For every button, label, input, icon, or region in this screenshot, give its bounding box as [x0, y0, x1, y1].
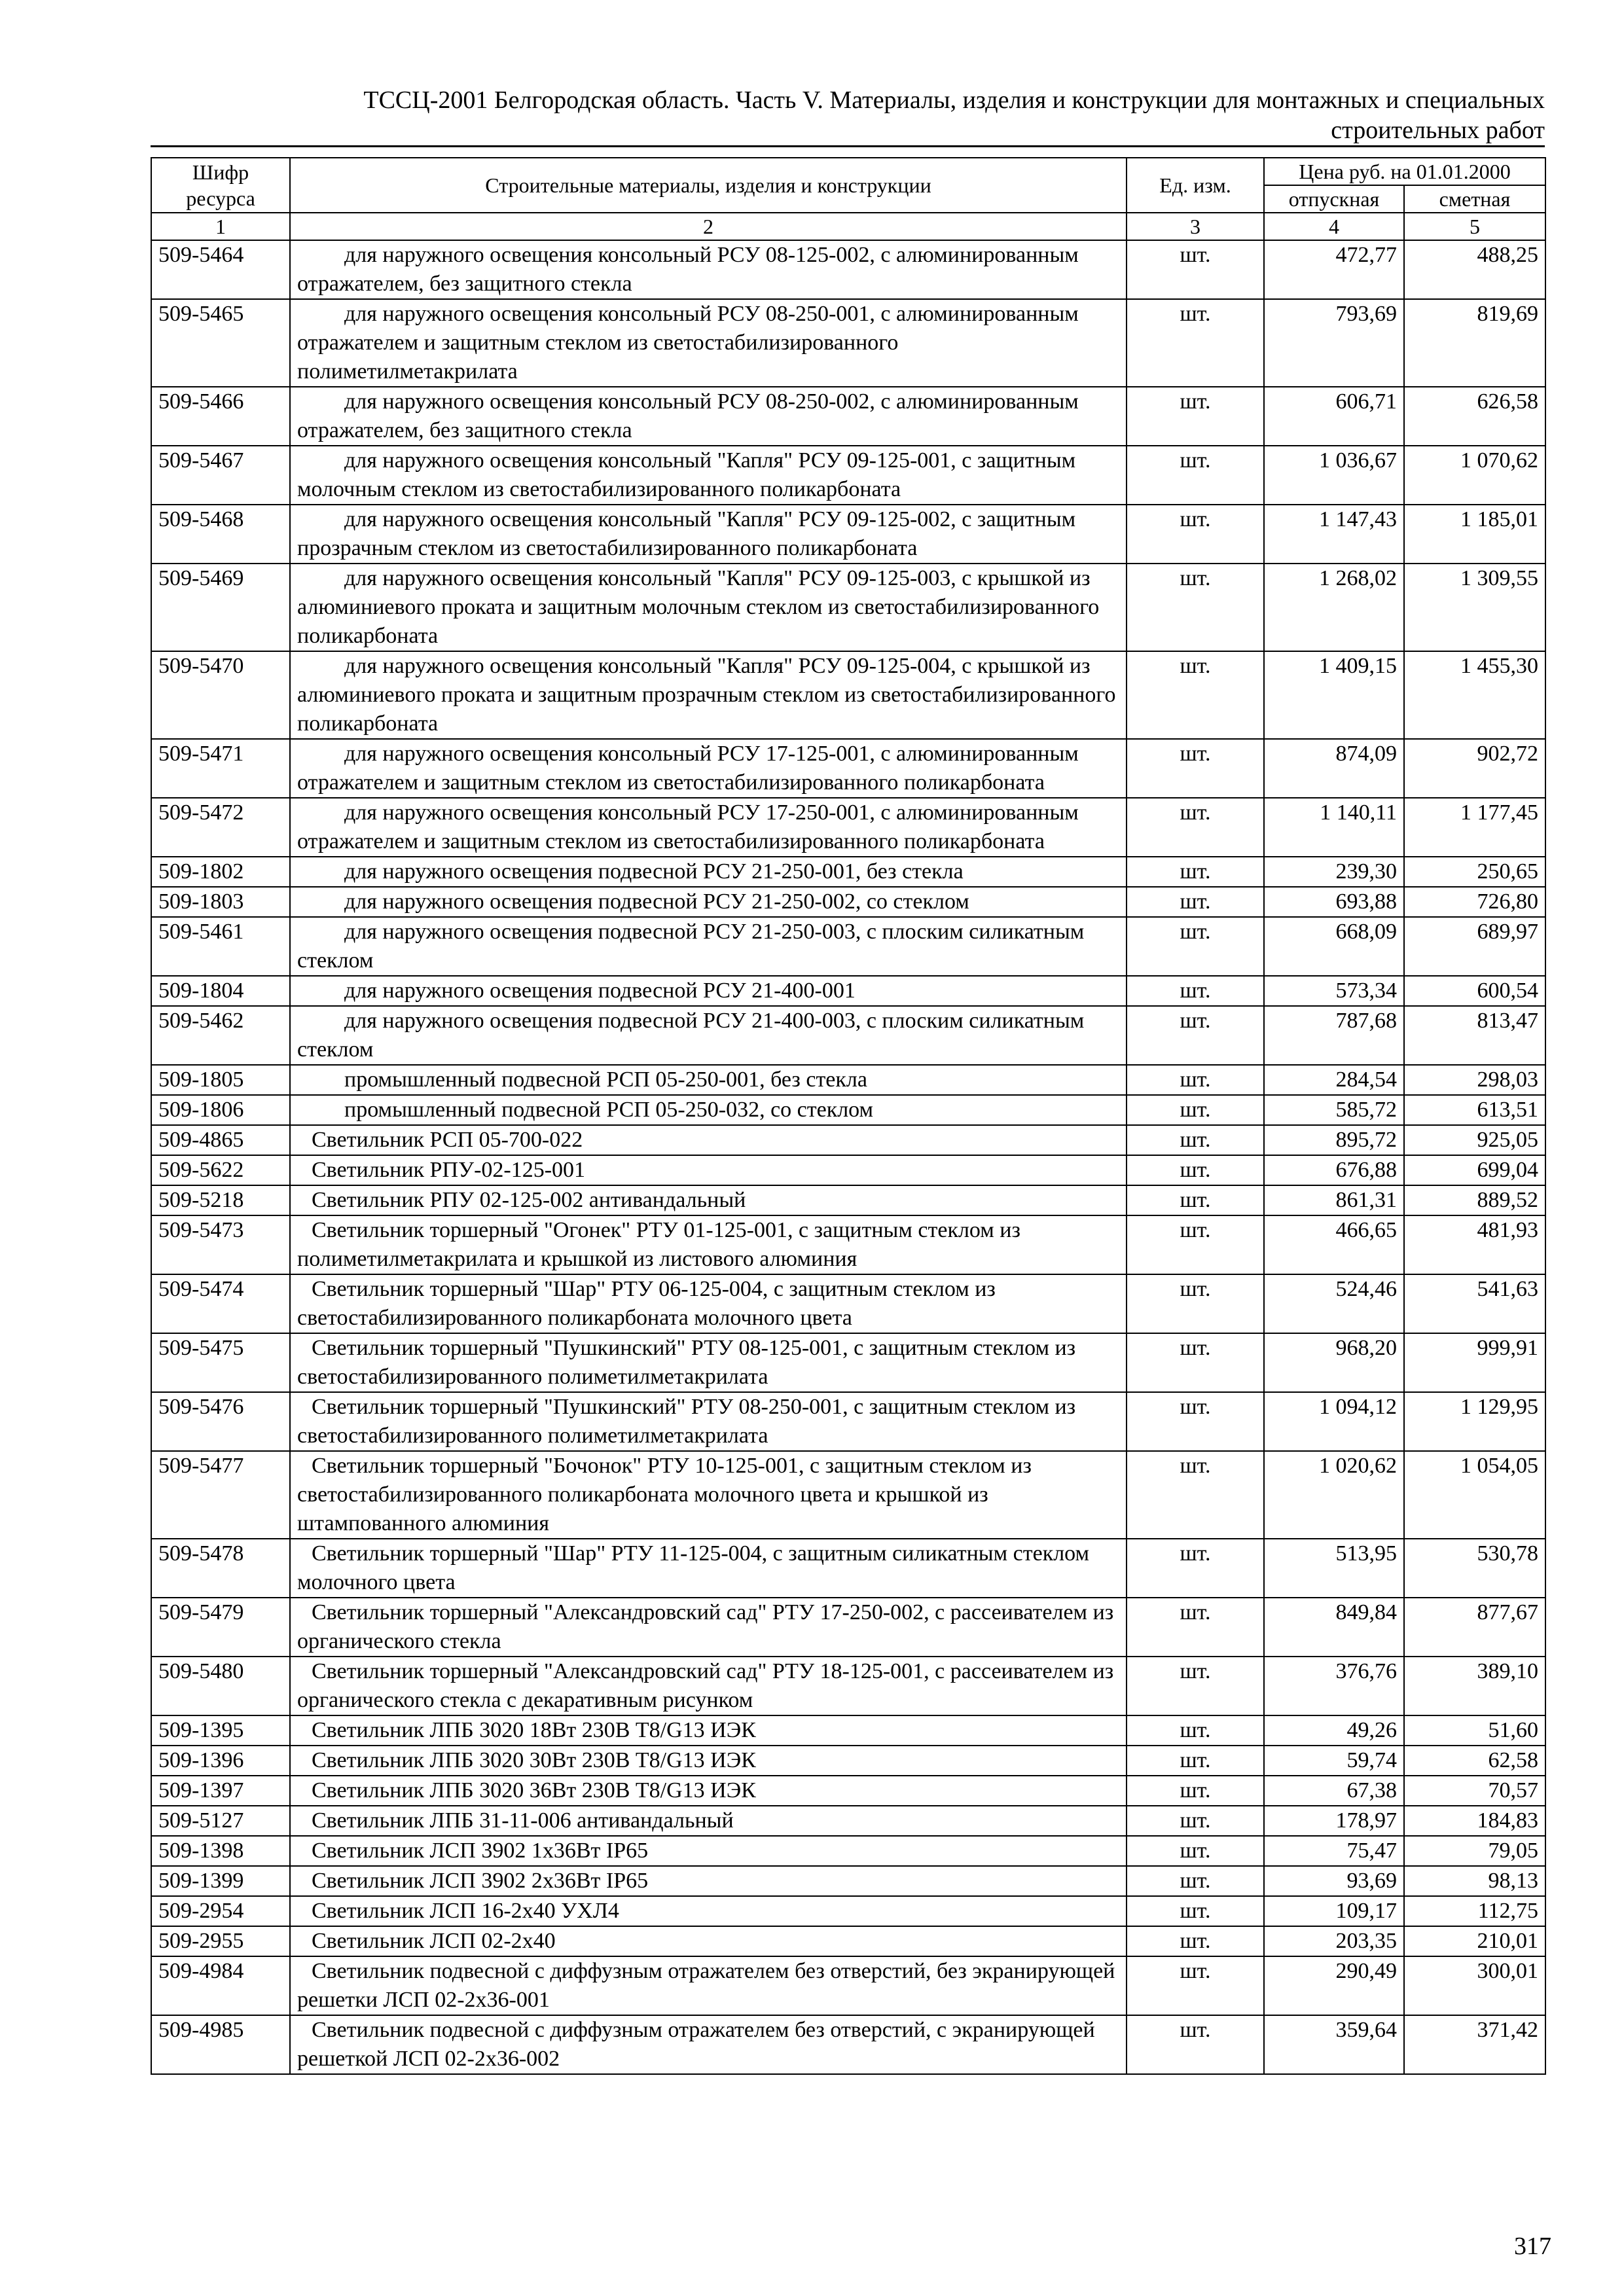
cell-unit: шт.	[1127, 1776, 1264, 1806]
cell-name	[290, 798, 1127, 857]
table-row	[151, 887, 1545, 917]
cell-estimate-price: 925,05	[1404, 1125, 1545, 1155]
cell-release-price: 793,69	[1264, 299, 1404, 387]
cell-estimate-price: 112,75	[1404, 1896, 1545, 1926]
cell-unit: шт.	[1127, 1155, 1264, 1185]
cell-name	[290, 739, 1127, 798]
item-description: промышленный подвесной РСП 05-250-001, без стекла	[344, 1067, 867, 1092]
cell-release-price: 1 409,15	[1264, 651, 1404, 739]
cell-release-price: 849,84	[1264, 1598, 1404, 1657]
cell-unit: шт.	[1127, 1836, 1264, 1866]
cell-code: 509-2954	[151, 1896, 290, 1926]
column-number: 4	[1264, 213, 1404, 240]
cell-release-price: 1 140,11	[1264, 798, 1404, 857]
item-description: Светильник торшерный "Александровский сад" РТУ 18-125-001, с рассеивателем из органического стекла с декаративным рисунком	[297, 1659, 1114, 1712]
cell-unit: шт.	[1127, 1006, 1264, 1065]
cell-release-price: 49,26	[1264, 1715, 1404, 1746]
cell-estimate-price: 79,05	[1404, 1836, 1545, 1866]
cell-code: 509-1397	[151, 1776, 290, 1806]
table-row	[151, 1095, 1545, 1125]
item-description: Светильник подвесной с диффузным отражателем без отверстий, с экранирующей решеткой ЛСП 02-2х36-002	[297, 2018, 1095, 2071]
column-number: 1	[151, 213, 290, 240]
cell-release-price: 861,31	[1264, 1185, 1404, 1215]
column-number: 5	[1404, 213, 1545, 240]
table-row	[151, 1333, 1545, 1392]
cell-name	[290, 1866, 1127, 1896]
cell-estimate-price: 877,67	[1404, 1598, 1545, 1657]
table-row	[151, 1715, 1545, 1746]
table-row	[151, 1215, 1545, 1274]
cell-release-price: 359,64	[1264, 2015, 1404, 2074]
cell-release-price: 513,95	[1264, 1539, 1404, 1598]
cell-release-price: 895,72	[1264, 1125, 1404, 1155]
item-description: Светильник ЛПБ 3020 30Вт 230В T8/G13 ИЭК	[312, 1748, 756, 1772]
cell-unit: шт.	[1127, 857, 1264, 887]
cell-code: 509-5471	[151, 739, 290, 798]
cell-release-price: 693,88	[1264, 887, 1404, 917]
cell-name	[290, 1926, 1127, 1956]
cell-estimate-price: 626,58	[1404, 387, 1545, 446]
cell-code: 509-5464	[151, 240, 290, 299]
cell-unit: шт.	[1127, 1185, 1264, 1215]
table-row	[151, 299, 1545, 387]
cell-estimate-price: 726,80	[1404, 887, 1545, 917]
header-title-line-2: строительных работ	[1331, 117, 1545, 144]
cell-code: 509-1805	[151, 1065, 290, 1095]
cell-code: 509-4985	[151, 2015, 290, 2074]
cell-unit: шт.	[1127, 1956, 1264, 2015]
cell-estimate-price: 999,91	[1404, 1333, 1545, 1392]
cell-release-price: 466,65	[1264, 1215, 1404, 1274]
cell-release-price: 67,38	[1264, 1776, 1404, 1806]
cell-unit: шт.	[1127, 887, 1264, 917]
table-row	[151, 240, 1545, 299]
cell-unit: шт.	[1127, 505, 1264, 564]
header-unit: Ед. изм.	[1127, 158, 1264, 213]
cell-unit: шт.	[1127, 1333, 1264, 1392]
table-row	[151, 564, 1545, 651]
table-row	[151, 976, 1545, 1006]
cell-code: 509-4984	[151, 1956, 290, 2015]
header-title-line-1: ТССЦ-2001 Белгородская область. Часть V. Материалы, изделия и конструкции для монтажных и специальных	[363, 86, 1545, 114]
cell-estimate-price: 689,97	[1404, 917, 1545, 976]
item-description: для наружного освещения подвесной РСУ 21-400-001	[344, 978, 856, 1003]
cell-release-price: 606,71	[1264, 387, 1404, 446]
cell-name	[290, 1896, 1127, 1926]
cell-name	[290, 1006, 1127, 1065]
cell-name	[290, 1956, 1127, 2015]
column-number: 2	[290, 213, 1127, 240]
header-release-price: отпускная	[1264, 185, 1404, 213]
cell-code: 509-1804	[151, 976, 290, 1006]
table-row	[151, 1539, 1545, 1598]
item-description: для наружного освещения подвесной РСУ 21-250-002, со стеклом	[344, 889, 969, 914]
cell-release-price: 573,34	[1264, 976, 1404, 1006]
cell-name	[290, 387, 1127, 446]
cell-release-price: 93,69	[1264, 1866, 1404, 1896]
header-code: Шифр ресурса	[151, 158, 290, 213]
cell-unit: шт.	[1127, 2015, 1264, 2074]
cell-release-price: 109,17	[1264, 1896, 1404, 1926]
cell-code: 509-5127	[151, 1806, 290, 1836]
cell-code: 509-5461	[151, 917, 290, 976]
table-header	[151, 158, 1545, 240]
item-description: Светильник РПУ 02-125-002 антивандальный	[312, 1188, 746, 1212]
cell-code: 509-1802	[151, 857, 290, 887]
cell-code: 509-1395	[151, 1715, 290, 1746]
cell-unit: шт.	[1127, 1806, 1264, 1836]
table-row	[151, 1006, 1545, 1065]
page-number: 317	[1514, 2233, 1551, 2260]
cell-code: 509-5479	[151, 1598, 290, 1657]
cell-code: 509-5622	[151, 1155, 290, 1185]
cell-name	[290, 1095, 1127, 1125]
cell-unit: шт.	[1127, 446, 1264, 505]
cell-code: 509-4865	[151, 1125, 290, 1155]
cell-name	[290, 1715, 1127, 1746]
column-numbers-row	[151, 213, 1545, 240]
cell-estimate-price: 488,25	[1404, 240, 1545, 299]
item-description: для наружного освещения консольный РСУ 08-250-001, с алюминированным отражателем и защитным стеклом из светостабилизированного полиметилметакрилата	[297, 302, 1079, 384]
table-row	[151, 1065, 1545, 1095]
cell-code: 509-5472	[151, 798, 290, 857]
cell-release-price: 178,97	[1264, 1806, 1404, 1836]
cell-unit: шт.	[1127, 1539, 1264, 1598]
cell-unit: шт.	[1127, 240, 1264, 299]
cell-name	[290, 1746, 1127, 1776]
cell-name	[290, 651, 1127, 739]
cell-release-price: 1 036,67	[1264, 446, 1404, 505]
table-row	[151, 2015, 1545, 2074]
cell-code: 509-5465	[151, 299, 290, 387]
cell-estimate-price: 530,78	[1404, 1539, 1545, 1598]
header-name: Строительные материалы, изделия и конструкции	[290, 158, 1127, 213]
cell-estimate-price: 600,54	[1404, 976, 1545, 1006]
cell-unit: шт.	[1127, 299, 1264, 387]
cell-name	[290, 1333, 1127, 1392]
item-description: Светильник торшерный "Александровский сад" РТУ 17-250-002, с рассеивателем из органического стекла	[297, 1600, 1114, 1653]
cell-name	[290, 1806, 1127, 1836]
cell-name	[290, 446, 1127, 505]
cell-estimate-price: 1 455,30	[1404, 651, 1545, 739]
cell-unit: шт.	[1127, 1065, 1264, 1095]
item-description: для наружного освещения подвесной РСУ 21-250-003, с плоским силикатным стеклом	[297, 920, 1085, 973]
item-description: Светильник торшерный "Шар" РТУ 11-125-004, с защитным силикатным стеклом молочного цвета	[297, 1541, 1090, 1594]
cell-code: 509-5469	[151, 564, 290, 651]
item-description: для наружного освещения консольный "Капля" РСУ 09-125-001, с защитным молочным стеклом из светостабилизированного поликарбоната	[297, 448, 1076, 501]
cell-release-price: 585,72	[1264, 1095, 1404, 1125]
cell-unit: шт.	[1127, 1926, 1264, 1956]
cell-unit: шт.	[1127, 917, 1264, 976]
item-description: Светильник ЛПБ 3020 36Вт 230В T8/G13 ИЭК	[312, 1778, 756, 1803]
cell-name	[290, 1215, 1127, 1274]
header-estimate-price: сметная	[1404, 185, 1545, 213]
table-row	[151, 1451, 1545, 1539]
cell-code: 509-1806	[151, 1095, 290, 1125]
table-row	[151, 857, 1545, 887]
cell-unit: шт.	[1127, 1866, 1264, 1896]
table-row	[151, 1274, 1545, 1333]
cell-name	[290, 1392, 1127, 1451]
cell-release-price: 376,76	[1264, 1657, 1404, 1715]
cell-name	[290, 1657, 1127, 1715]
table-row	[151, 1836, 1545, 1866]
cell-code: 509-5470	[151, 651, 290, 739]
cell-release-price: 787,68	[1264, 1006, 1404, 1065]
cell-name	[290, 1185, 1127, 1215]
cell-code: 509-1398	[151, 1836, 290, 1866]
item-description: для наружного освещения консольный РСУ 08-125-002, с алюминированным отражателем, без защитного стекла	[297, 243, 1079, 296]
cell-name	[290, 240, 1127, 299]
cell-name	[290, 505, 1127, 564]
cell-code: 509-5466	[151, 387, 290, 446]
cell-unit: шт.	[1127, 1746, 1264, 1776]
cell-unit: шт.	[1127, 651, 1264, 739]
cell-estimate-price: 371,42	[1404, 2015, 1545, 2074]
table-row	[151, 387, 1545, 446]
cell-estimate-price: 1 129,95	[1404, 1392, 1545, 1451]
item-description: для наружного освещения подвесной РСУ 21-250-001, без стекла	[344, 859, 964, 884]
cell-estimate-price: 210,01	[1404, 1926, 1545, 1956]
item-description: Светильник торшерный "Бочонок" РТУ 10-125-001, с защитным стеклом из светостабилизированного поликарбоната молочного цвета и крышкой из штампованного алюминия	[297, 1454, 1032, 1535]
page-header	[151, 85, 1545, 147]
cell-estimate-price: 1 309,55	[1404, 564, 1545, 651]
item-description: Светильник РПУ-02-125-001	[312, 1158, 586, 1182]
cell-unit: шт.	[1127, 1896, 1264, 1926]
item-description: для наружного освещения консольный "Капля" РСУ 09-125-002, с защитным прозрачным стеклом из светостабилизированного поликарбоната	[297, 507, 1076, 560]
cell-code: 509-5462	[151, 1006, 290, 1065]
cell-unit: шт.	[1127, 1598, 1264, 1657]
cell-release-price: 290,49	[1264, 1956, 1404, 2015]
cell-code: 509-5473	[151, 1215, 290, 1274]
cell-release-price: 75,47	[1264, 1836, 1404, 1866]
cell-estimate-price: 889,52	[1404, 1185, 1545, 1215]
cell-unit: шт.	[1127, 564, 1264, 651]
item-description: для наружного освещения консольный РСУ 17-250-001, с алюминированным отражателем и защитным стеклом из светостабилизированного поликарбоната	[297, 800, 1079, 853]
cell-code: 509-5467	[151, 446, 290, 505]
item-description: Светильник торшерный "Шар" РТУ 06-125-004, с защитным стеклом из светостабилизированного поликарбоната молочного цвета	[297, 1277, 996, 1330]
cell-release-price: 676,88	[1264, 1155, 1404, 1185]
item-description: Светильник ЛСП 3902 1х36Вт IP65	[312, 1839, 649, 1863]
cell-estimate-price: 62,58	[1404, 1746, 1545, 1776]
cell-name	[290, 1155, 1127, 1185]
cell-unit: шт.	[1127, 1715, 1264, 1746]
cell-name	[290, 1836, 1127, 1866]
item-description: для наружного освещения консольный "Капля" РСУ 09-125-004, с крышкой из алюминиевого проката и защитным прозрачным стеклом из светостабилизированного поликарбоната	[297, 654, 1116, 736]
cell-release-price: 968,20	[1264, 1333, 1404, 1392]
table-row	[151, 1956, 1545, 2015]
table-row	[151, 1926, 1545, 1956]
cell-estimate-price: 1 054,05	[1404, 1451, 1545, 1539]
cell-code: 509-5468	[151, 505, 290, 564]
table-row	[151, 1185, 1545, 1215]
item-description: Светильник ЛПБ 3020 18Вт 230В T8/G13 ИЭК	[312, 1718, 756, 1742]
cell-release-price: 1 268,02	[1264, 564, 1404, 651]
cell-code: 509-1399	[151, 1866, 290, 1896]
cell-release-price: 874,09	[1264, 739, 1404, 798]
cell-name	[290, 887, 1127, 917]
cell-name	[290, 1539, 1127, 1598]
cell-code: 509-5474	[151, 1274, 290, 1333]
cell-estimate-price: 1 070,62	[1404, 446, 1545, 505]
cell-name	[290, 1451, 1127, 1539]
cell-name	[290, 1274, 1127, 1333]
cell-unit: шт.	[1127, 1451, 1264, 1539]
cell-estimate-price: 250,65	[1404, 857, 1545, 887]
cell-release-price: 524,46	[1264, 1274, 1404, 1333]
table-row	[151, 505, 1545, 564]
cell-name	[290, 1125, 1127, 1155]
cell-estimate-price: 1 185,01	[1404, 505, 1545, 564]
table-row	[151, 917, 1545, 976]
cell-name	[290, 976, 1127, 1006]
cell-unit: шт.	[1127, 1657, 1264, 1715]
item-description: Светильник ЛСП 16-2х40 УХЛ4	[312, 1899, 619, 1923]
cell-estimate-price: 98,13	[1404, 1866, 1545, 1896]
cell-estimate-price: 613,51	[1404, 1095, 1545, 1125]
item-description: Светильник торшерный "Пушкинский" РТУ 08-125-001, с защитным стеклом из светостабилизированного полиметилметакрилата	[297, 1336, 1076, 1389]
table-row	[151, 1155, 1545, 1185]
table-row	[151, 798, 1545, 857]
cell-estimate-price: 1 177,45	[1404, 798, 1545, 857]
item-description: Светильник РСП 05-700-022	[312, 1128, 583, 1152]
cell-release-price: 1 094,12	[1264, 1392, 1404, 1451]
cell-name	[290, 299, 1127, 387]
cell-release-price: 1 020,62	[1264, 1451, 1404, 1539]
table-row	[151, 651, 1545, 739]
cell-unit: шт.	[1127, 739, 1264, 798]
cell-release-price: 284,54	[1264, 1065, 1404, 1095]
cell-unit: шт.	[1127, 1274, 1264, 1333]
item-description: Светильник подвесной с диффузным отражателем без отверстий, без экранирующей решетки ЛСП 02-2х36-001	[297, 1959, 1115, 2012]
header-price: Цена руб. на 01.01.2000	[1264, 158, 1545, 185]
cell-estimate-price: 51,60	[1404, 1715, 1545, 1746]
table-row	[151, 1598, 1545, 1657]
cell-unit: шт.	[1127, 387, 1264, 446]
table-row	[151, 1896, 1545, 1926]
cell-estimate-price: 389,10	[1404, 1657, 1545, 1715]
table-row	[151, 1392, 1545, 1451]
cell-unit: шт.	[1127, 1215, 1264, 1274]
item-description: для наружного освещения подвесной РСУ 21-400-003, с плоским силикатным стеклом	[297, 1009, 1085, 1062]
cell-estimate-price: 902,72	[1404, 739, 1545, 798]
item-description: для наружного освещения консольный РСУ 08-250-002, с алюминированным отражателем, без защитного стекла	[297, 389, 1079, 442]
item-description: Светильник ЛСП 3902 2х36Вт IP65	[312, 1869, 649, 1893]
item-description: промышленный подвесной РСП 05-250-032, со стеклом	[344, 1098, 874, 1122]
item-description: Светильник торшерный "Пушкинский" РТУ 08-250-001, с защитным стеклом из светостабилизированного полиметилметакрилата	[297, 1395, 1076, 1448]
cell-code: 509-1396	[151, 1746, 290, 1776]
cell-estimate-price: 813,47	[1404, 1006, 1545, 1065]
column-number: 3	[1127, 213, 1264, 240]
table-row	[151, 1657, 1545, 1715]
cell-name	[290, 917, 1127, 976]
cell-release-price: 668,09	[1264, 917, 1404, 976]
cell-release-price: 203,35	[1264, 1926, 1404, 1956]
table-row	[151, 446, 1545, 505]
cell-release-price: 1 147,43	[1264, 505, 1404, 564]
cell-estimate-price: 541,63	[1404, 1274, 1545, 1333]
cell-unit: шт.	[1127, 1392, 1264, 1451]
cell-code: 509-2955	[151, 1926, 290, 1956]
item-description: Светильник ЛСП 02-2х40	[312, 1929, 556, 1953]
table-row	[151, 1746, 1545, 1776]
cell-estimate-price: 699,04	[1404, 1155, 1545, 1185]
cell-name	[290, 857, 1127, 887]
cell-name	[290, 2015, 1127, 2074]
cell-unit: шт.	[1127, 1095, 1264, 1125]
cell-unit: шт.	[1127, 1125, 1264, 1155]
item-description: Светильник ЛПБ 31-11-006 антивандальный	[312, 1808, 734, 1833]
item-description: для наружного освещения консольный "Капля" РСУ 09-125-003, с крышкой из алюминиевого проката и защитным молочным стеклом из светостабилизированного поликарбоната	[297, 566, 1100, 648]
cell-release-price: 239,30	[1264, 857, 1404, 887]
table-row	[151, 1776, 1545, 1806]
cell-code: 509-5218	[151, 1185, 290, 1215]
cell-name	[290, 1065, 1127, 1095]
cell-unit: шт.	[1127, 976, 1264, 1006]
cell-estimate-price: 819,69	[1404, 299, 1545, 387]
cell-code: 509-5478	[151, 1539, 290, 1598]
table-row	[151, 1866, 1545, 1896]
item-description: Светильник торшерный "Огонек" РТУ 01-125-001, с защитным стеклом из полиметилметакрилата и крышкой из листового алюминия	[297, 1218, 1020, 1271]
table-body	[151, 240, 1545, 2074]
table-row	[151, 739, 1545, 798]
cell-release-price: 59,74	[1264, 1746, 1404, 1776]
price-table	[151, 157, 1546, 2075]
table-row	[151, 1125, 1545, 1155]
cell-name	[290, 1776, 1127, 1806]
cell-estimate-price: 70,57	[1404, 1776, 1545, 1806]
cell-code: 509-1803	[151, 887, 290, 917]
cell-code: 509-5480	[151, 1657, 290, 1715]
table-row	[151, 1806, 1545, 1836]
cell-estimate-price: 300,01	[1404, 1956, 1545, 2015]
cell-release-price: 472,77	[1264, 240, 1404, 299]
cell-estimate-price: 184,83	[1404, 1806, 1545, 1836]
cell-name	[290, 1598, 1127, 1657]
cell-name	[290, 564, 1127, 651]
cell-estimate-price: 481,93	[1404, 1215, 1545, 1274]
cell-code: 509-5477	[151, 1451, 290, 1539]
cell-code: 509-5476	[151, 1392, 290, 1451]
cell-estimate-price: 298,03	[1404, 1065, 1545, 1095]
cell-unit: шт.	[1127, 798, 1264, 857]
cell-code: 509-5475	[151, 1333, 290, 1392]
item-description: для наружного освещения консольный РСУ 17-125-001, с алюминированным отражателем и защитным стеклом из светостабилизированного поликарбоната	[297, 742, 1079, 795]
